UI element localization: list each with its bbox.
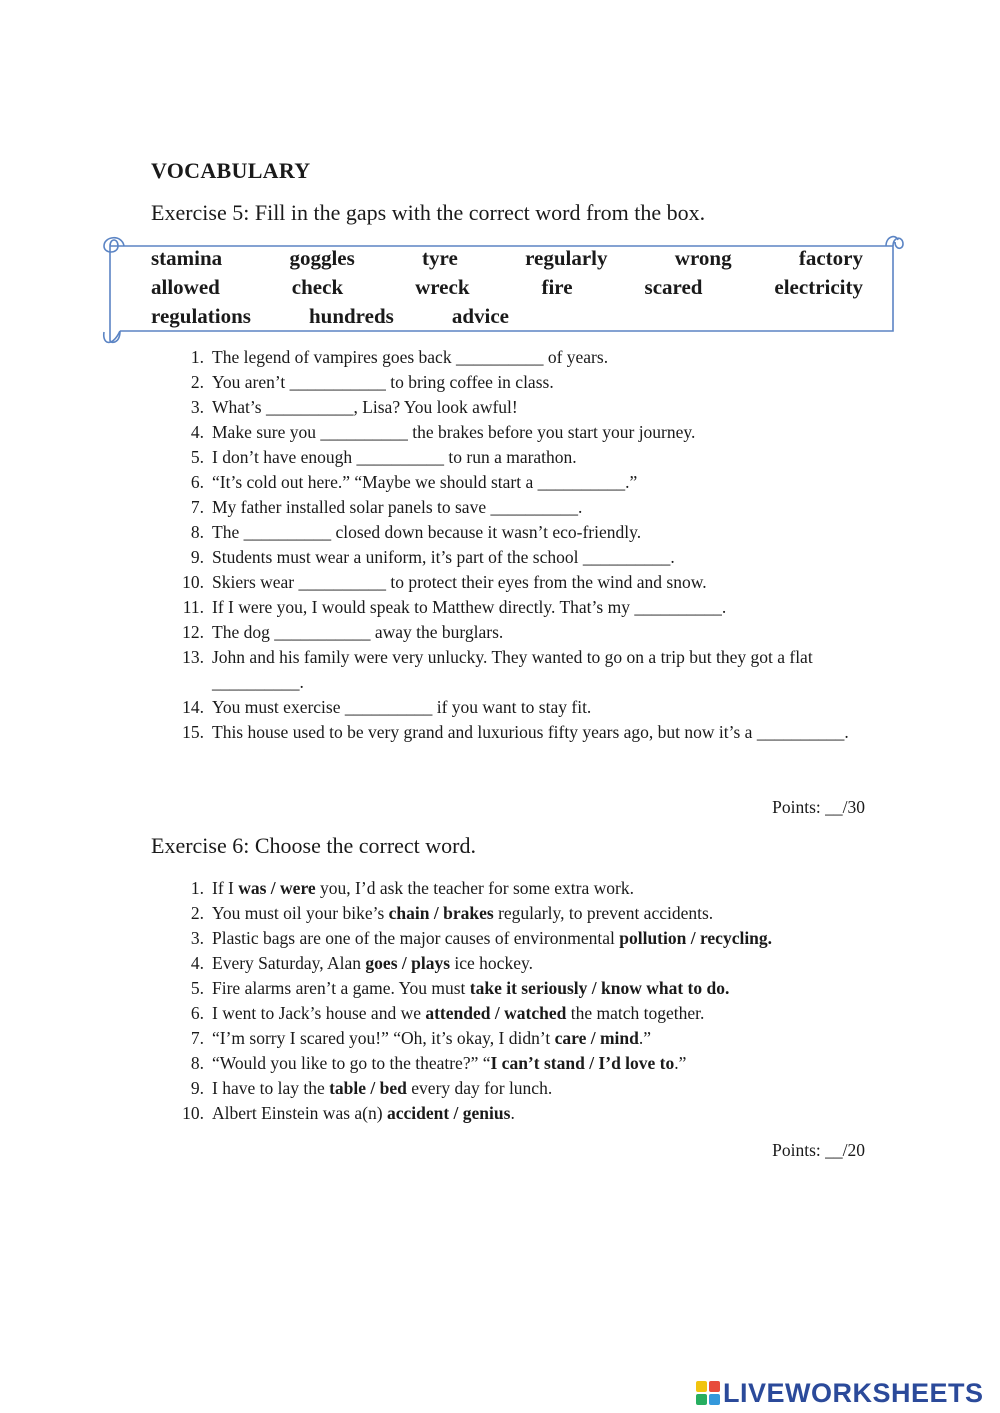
word-chip: wreck — [415, 275, 470, 299]
item-number: 7. — [190, 1028, 204, 1048]
item-number: 14. — [182, 697, 204, 717]
list-item — [0, 345, 1000, 370]
exercise5-list — [0, 345, 1000, 770]
list-item — [0, 951, 1000, 976]
item-number: 1. — [190, 347, 204, 367]
item-text: If I were you, I would speak to Matthew directly. That’s my __________. — [212, 597, 727, 617]
word-chip: allowed — [151, 275, 220, 299]
item-text: John and his family were very unlucky. They wanted to go on a trip but they got a flat __________. — [212, 647, 813, 692]
list-item — [0, 1101, 1000, 1126]
item-number: 9. — [190, 547, 204, 567]
list-item — [0, 720, 1000, 770]
list-item — [0, 695, 1000, 720]
item-text: Fire alarms aren’t a game. You must take it seriously / know what to do. — [212, 978, 730, 998]
item-number: 7. — [190, 497, 204, 517]
answer-choice: goes / plays — [365, 953, 451, 973]
word-chip: advice — [451, 304, 509, 328]
item-number: 4. — [190, 422, 204, 442]
item-number: 8. — [190, 522, 204, 542]
word-chip: stamina — [151, 246, 223, 270]
word-row-2 — [151, 275, 863, 300]
exercise6-points: Points: __/20 — [772, 1140, 865, 1160]
list-item — [0, 570, 1000, 595]
item-text: “I’m sorry I scared you!” “Oh, it’s okay, I didn’t care / mind.” — [212, 1028, 652, 1048]
list-item — [0, 470, 1000, 495]
list-item — [0, 495, 1000, 520]
item-number: 8. — [190, 1053, 204, 1073]
item-text: You must exercise __________ if you want to stay fit. — [212, 697, 592, 717]
exercise6-heading: Exercise 6: Choose the correct word. — [151, 833, 476, 858]
item-text: Make sure you __________ the brakes before you start your journey. — [212, 422, 696, 442]
item-text: “Would you like to go to the theatre?” “I can’t stand / I’d love to.” — [212, 1053, 687, 1073]
item-number: 5. — [190, 447, 204, 467]
item-text: The legend of vampires goes back __________ of years. — [212, 347, 609, 367]
answer-choice: care / mind — [554, 1028, 639, 1048]
item-text: “It’s cold out here.” “Maybe we should start a __________.” — [212, 472, 638, 492]
item-number: 10. — [182, 1103, 204, 1123]
list-item — [0, 901, 1000, 926]
answer-choice: pollution / recycling. — [619, 928, 773, 948]
word-chip: goggles — [289, 246, 355, 270]
list-item — [0, 976, 1000, 1001]
answer-choice: I can’t stand / I’d love to — [490, 1053, 675, 1073]
item-number: 2. — [190, 903, 204, 923]
item-number: 9. — [190, 1078, 204, 1098]
answer-choice: table / bed — [329, 1078, 407, 1098]
item-text: Students must wear a uniform, it’s part of the school __________. — [212, 547, 675, 567]
word-chip: fire — [541, 275, 573, 299]
list-item — [0, 1051, 1000, 1076]
answer-choice: attended / watched — [425, 1003, 567, 1023]
logo-text: LIVEWORKSHEETS — [723, 1377, 984, 1408]
word-chip: wrong — [674, 246, 732, 270]
item-number: 1. — [190, 878, 204, 898]
item-number: 5. — [190, 978, 204, 998]
list-item — [0, 520, 1000, 545]
list-item — [0, 1001, 1000, 1026]
word-chip: regulations — [151, 304, 251, 328]
item-number: 12. — [182, 622, 204, 642]
item-text: This house used to be very grand and luxurious fifty years ago, but now it’s a __________. — [212, 722, 849, 742]
item-number: 3. — [190, 397, 204, 417]
item-text: Skiers wear __________ to protect their eyes from the wind and snow. — [212, 572, 707, 592]
section-title: VOCABULARY — [151, 158, 311, 183]
answer-choice: was / were — [238, 878, 316, 898]
answer-choice: take it seriously / know what to do. — [469, 978, 730, 998]
item-number: 13. — [182, 647, 204, 667]
word-box — [98, 232, 904, 346]
logo-mark-icon — [696, 1381, 720, 1405]
item-number: 15. — [182, 722, 204, 742]
list-item — [0, 876, 1000, 901]
list-item — [0, 1026, 1000, 1051]
exercise5-heading: Exercise 5: Fill in the gaps with the correct word from the box. — [151, 200, 706, 225]
item-number: 6. — [190, 1003, 204, 1023]
list-item — [0, 595, 1000, 620]
answer-choice: chain / brakes — [388, 903, 494, 923]
item-text: Every Saturday, Alan goes / plays ice hockey. — [212, 953, 533, 973]
list-item — [0, 645, 1000, 695]
item-number: 11. — [182, 597, 204, 617]
item-number: 6. — [190, 472, 204, 492]
word-chip: scared — [644, 275, 703, 299]
liveworksheets-logo[interactable] — [696, 1376, 984, 1410]
item-text: My father installed solar panels to save __________. — [212, 497, 583, 517]
item-text: You must oil your bike’s chain / brakes regularly, to prevent accidents. — [212, 903, 714, 923]
item-text: The dog ___________ away the burglars. — [212, 622, 504, 642]
exercise6-list — [0, 876, 1000, 1126]
list-item — [0, 420, 1000, 445]
item-text: What’s __________, Lisa? You look awful! — [212, 397, 518, 417]
list-item — [0, 1076, 1000, 1101]
answer-choice: accident / genius — [386, 1103, 511, 1123]
word-chip: hundreds — [308, 304, 394, 328]
item-number: 3. — [190, 928, 204, 948]
word-chip: electricity — [774, 275, 863, 299]
list-item — [0, 395, 1000, 420]
item-text: Albert Einstein was a(n) accident / genius. — [212, 1103, 515, 1123]
list-item — [0, 620, 1000, 645]
list-item — [0, 926, 1000, 951]
word-chip: regularly — [525, 246, 608, 270]
word-chip: check — [291, 275, 344, 299]
item-number: 4. — [190, 953, 204, 973]
list-item — [0, 370, 1000, 395]
item-text: The __________ closed down because it wasn’t eco-friendly. — [212, 522, 642, 542]
list-item — [0, 445, 1000, 470]
item-number: 2. — [190, 372, 204, 392]
item-text: I went to Jack’s house and we attended / watched the match together. — [212, 1003, 705, 1023]
word-row-3 — [151, 304, 863, 329]
item-text: I have to lay the table / bed every day for lunch. — [212, 1078, 553, 1098]
item-text: Plastic bags are one of the major causes of environmental pollution / recycling. — [212, 928, 773, 948]
exercise5-points: Points: __/30 — [772, 797, 865, 817]
word-row-1 — [151, 246, 863, 271]
item-text: I don’t have enough __________ to run a marathon. — [212, 447, 577, 467]
word-chip: factory — [798, 246, 863, 270]
word-chip: tyre — [422, 246, 458, 270]
item-text: If I was / were you, I’d ask the teacher for some extra work. — [212, 878, 634, 898]
item-text: You aren’t ___________ to bring coffee in class. — [212, 372, 554, 392]
item-number: 10. — [182, 572, 204, 592]
list-item — [0, 545, 1000, 570]
